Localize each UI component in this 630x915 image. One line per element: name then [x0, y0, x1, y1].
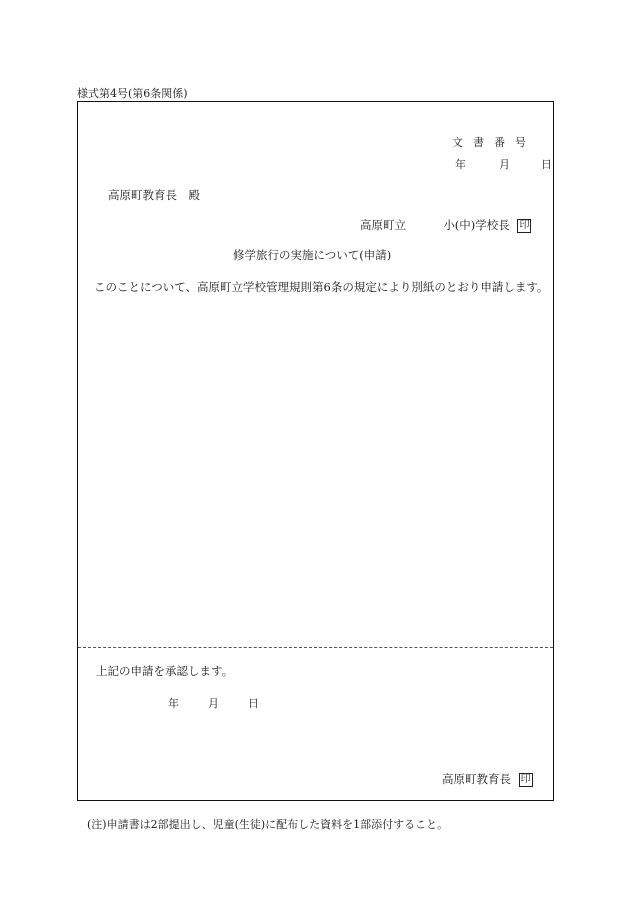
approval-month-label: 月 [208, 697, 219, 710]
approval-text: 上記の申請を承認します。 [96, 664, 234, 678]
approver-title: 高原町教育長 [442, 772, 511, 786]
application-body: このことについて、高原町立学校管理規則第6条の規定により別紙のとおり申請します。 [94, 280, 549, 294]
approval-day-label: 日 [248, 697, 259, 710]
document-number-label: 文書番号 [452, 136, 536, 149]
date-line [455, 156, 552, 172]
seal-mark: 印 [519, 220, 530, 231]
year-label: 年 [455, 158, 466, 171]
approver-seal-mark: 印 [520, 774, 531, 785]
applicant-title: 小(中)学校長 [443, 218, 510, 232]
dashed-divider [78, 647, 553, 648]
subject-title: 修学旅行の実施について(申請) [233, 248, 392, 262]
applicant-prefix: 高原町立 [360, 218, 406, 232]
addressee: 高原町教育長 殿 [108, 188, 200, 202]
approval-year-label: 年 [168, 697, 179, 710]
approver-line [442, 771, 533, 787]
application-form-frame [77, 101, 554, 801]
day-label: 日 [541, 158, 552, 171]
approval-date-line [168, 695, 259, 711]
footnote: (注)申請書は2部提出し、児童(生徒)に配布した資料を1部添付すること。 [87, 818, 449, 831]
applicant-line [360, 217, 531, 233]
form-number-label: 様式第4号(第6条関係) [77, 87, 188, 100]
month-label: 月 [499, 158, 510, 171]
